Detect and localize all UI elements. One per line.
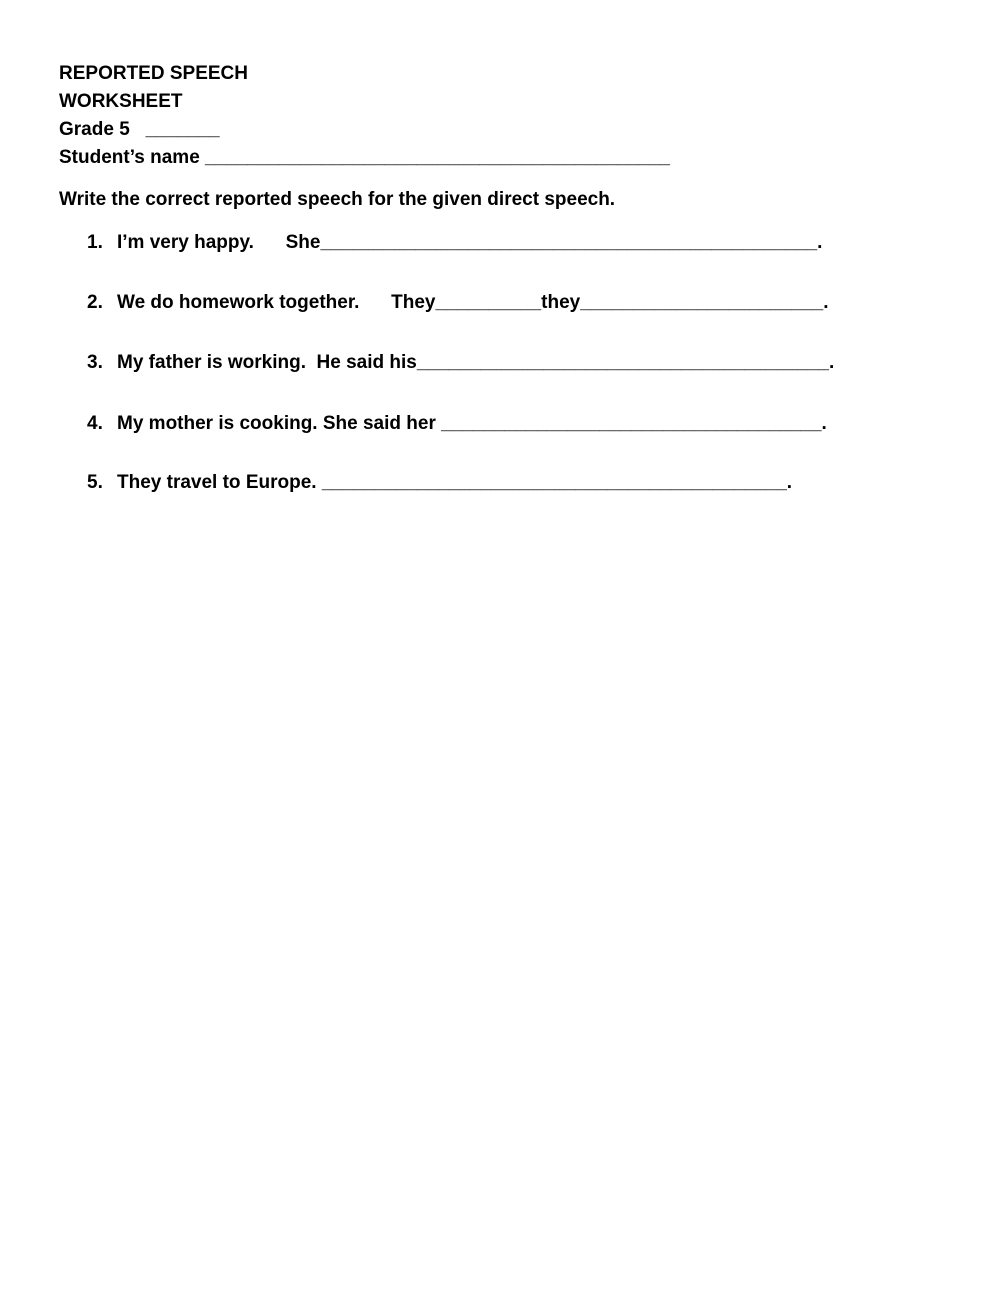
question-text: We do homework together. They__________they_______________________. xyxy=(117,292,829,313)
worksheet-header xyxy=(59,60,670,172)
question-number: 4. xyxy=(87,413,103,434)
question-number: 2. xyxy=(87,292,103,313)
question-text: My mother is cooking. She said her ____________________________________. xyxy=(117,413,827,434)
student-name-field: Student’s name ____________________________________________ xyxy=(59,147,670,168)
question-item-3 xyxy=(87,349,834,377)
worksheet-title-line1: REPORTED SPEECH xyxy=(59,63,248,84)
question-text: I’m very happy. She_______________________________________________. xyxy=(117,232,823,253)
question-number: 1. xyxy=(87,232,103,253)
question-number: 3. xyxy=(87,352,103,373)
question-text: My father is working. He said his_______________________________________. xyxy=(117,352,835,373)
question-number: 5. xyxy=(87,472,103,493)
question-item-5 xyxy=(87,469,792,497)
question-item-2 xyxy=(87,289,829,317)
question-item-4 xyxy=(87,410,827,438)
instruction-text: Write the correct reported speech for the given direct speech. xyxy=(59,189,616,210)
grade-field: Grade 5 _______ xyxy=(59,119,220,140)
worksheet-title-line2: WORKSHEET xyxy=(59,91,183,112)
question-text: They travel to Europe. ____________________________________________. xyxy=(117,472,793,493)
question-item-1 xyxy=(87,229,822,257)
